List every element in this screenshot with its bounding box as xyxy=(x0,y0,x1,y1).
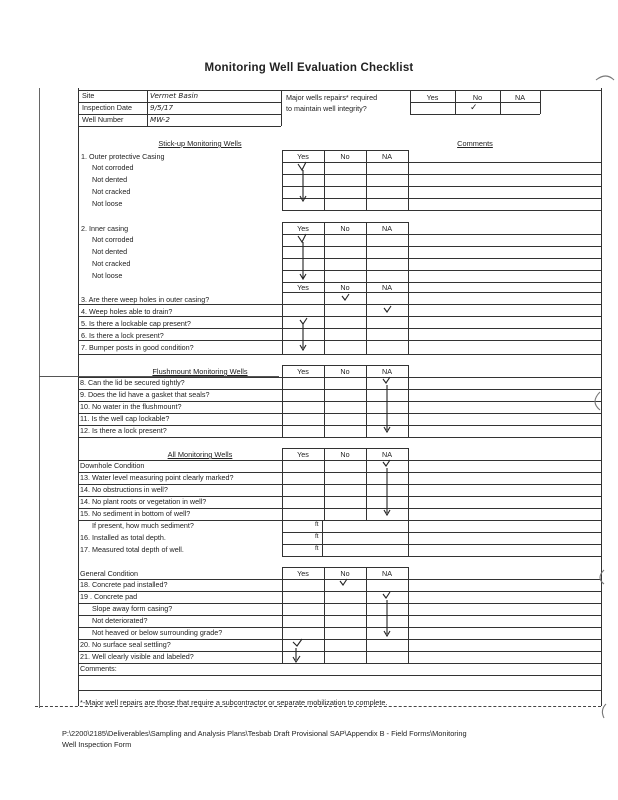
footnote: *-Major well repairs are those that require a subcontractor or separate mobilization to complete. xyxy=(80,698,388,707)
q18-label: 18. Concrete pad installed? xyxy=(80,580,168,589)
q4-label: 4. Weep holes able to drain? xyxy=(81,307,173,316)
q11-label: 11. Is the well cap lockable? xyxy=(80,414,170,423)
q20-label: 20. No surface seal settling? xyxy=(80,640,171,649)
inspection-date-value: 9/5/17 xyxy=(150,103,174,112)
q14-label: 14. No obstructions in well? xyxy=(80,485,168,494)
q1-item-4: Not loose xyxy=(92,199,123,208)
q2-item-3: Not cracked xyxy=(92,259,131,268)
flush-na-header: NA xyxy=(382,367,392,376)
comments-heading: Comments xyxy=(457,139,493,148)
q5-label: 5. Is there a lockable cap present? xyxy=(81,319,191,328)
q14b-label: 14. No plant roots or vegetation in well? xyxy=(80,497,207,506)
sediment-unit: ft xyxy=(315,521,319,528)
q3-na-header: NA xyxy=(382,283,392,292)
stickup-heading: Stick-up Monitoring Wells xyxy=(158,139,242,148)
installed-depth-unit: ft xyxy=(315,533,319,540)
gen-yes-header: Yes xyxy=(297,569,309,578)
stickup-no-header: No xyxy=(340,152,350,161)
q2-item-4: Not loose xyxy=(92,271,123,280)
q21-label: 21. Well clearly visible and labeled? xyxy=(80,652,194,661)
flush-yes-header: Yes xyxy=(297,367,309,376)
gen-no-header: No xyxy=(340,569,350,578)
comments-label: Comments: xyxy=(80,664,117,673)
q3-label: 3. Are there weep holes in outer casing? xyxy=(81,295,210,304)
major-repairs-no-check: ✓ xyxy=(470,103,478,113)
well-number-label: Well Number xyxy=(82,115,124,124)
gen-na-header: NA xyxy=(382,569,392,578)
q3-yes-header: Yes xyxy=(297,283,309,292)
q15b-label: If present, how much sediment? xyxy=(92,521,194,530)
general-condition-heading: General Condition xyxy=(80,569,138,578)
flushmount-heading: Flushmount Monitoring Wells xyxy=(152,367,248,376)
q13-label: 13. Water level measuring point clearly marked? xyxy=(80,473,234,482)
file-path-line2: Well Inspection Form xyxy=(62,740,132,749)
major-yes-header: Yes xyxy=(426,93,439,102)
q19-label: 19 . Concrete pad xyxy=(80,592,138,601)
q7-label: 7. Bumper posts in good condition? xyxy=(81,343,194,352)
stickup-yes-header: Yes xyxy=(297,152,309,161)
inspection-date-label: Inspection Date xyxy=(82,103,132,112)
q17-label: 17. Measured total depth of well. xyxy=(80,545,184,554)
downhole-heading: Downhole Condition xyxy=(80,461,145,470)
all-yes-header: Yes xyxy=(297,450,309,459)
q1-item-2: Not dented xyxy=(92,175,128,184)
file-path-line1: P:\2200\2185\Deliverables\Sampling and Analysis Plans\Tesbab Draft Provisional SAP\Appendix B - Field Forms\Monitoring xyxy=(62,729,467,738)
flush-no-header: No xyxy=(340,367,350,376)
q19a-label: Slope away form casing? xyxy=(92,604,173,613)
page-title: Monitoring Well Evaluation Checklist xyxy=(204,62,414,74)
q8-label: 8. Can the lid be secured tightly? xyxy=(80,378,185,387)
q2-no-header: No xyxy=(340,224,350,233)
q9-label: 9. Does the lid have a gasket that seals? xyxy=(80,390,210,399)
q2-label: 2. Inner casing xyxy=(81,224,129,233)
all-no-header: No xyxy=(340,450,350,459)
site-value: Vermet Basin xyxy=(150,91,199,100)
q16-label: 16. Installed as total depth. xyxy=(80,533,166,542)
all-na-header: NA xyxy=(382,450,392,459)
measured-depth-unit: ft xyxy=(315,545,319,552)
major-repairs-question-line2: to maintain well integrity? xyxy=(286,104,367,113)
q10-label: 10. No water in the flushmount? xyxy=(80,402,182,411)
q6-label: 6. Is there a lock present? xyxy=(81,331,164,340)
q1-item-3: Not cracked xyxy=(92,187,131,196)
all-wells-heading: All Monitoring Wells xyxy=(167,450,233,459)
q2-item-2: Not dented xyxy=(92,247,128,256)
q2-item-1: Not corroded xyxy=(92,235,134,244)
major-repairs-question: Major wells repairs* required xyxy=(286,93,378,102)
site-label: Site xyxy=(82,91,95,100)
q15-label: 15. No sediment in bottom of well? xyxy=(80,509,191,518)
stickup-na-header: NA xyxy=(382,152,392,161)
q19b-label: Not deteriorated? xyxy=(92,616,148,625)
well-number-value: MW-2 xyxy=(150,115,170,124)
q19c-label: Not heaved or below surrounding grade? xyxy=(92,628,223,637)
major-no-header: No xyxy=(472,93,483,102)
major-na-header: NA xyxy=(515,93,525,102)
q3-no-header: No xyxy=(340,283,350,292)
q1-label: 1. Outer protective Casing xyxy=(81,152,165,161)
q12-label: 12. Is there a lock present? xyxy=(80,426,167,435)
q2-na-header: NA xyxy=(382,224,392,233)
q1-item-1: Not corroded xyxy=(92,163,134,172)
q2-yes-header: Yes xyxy=(297,224,309,233)
